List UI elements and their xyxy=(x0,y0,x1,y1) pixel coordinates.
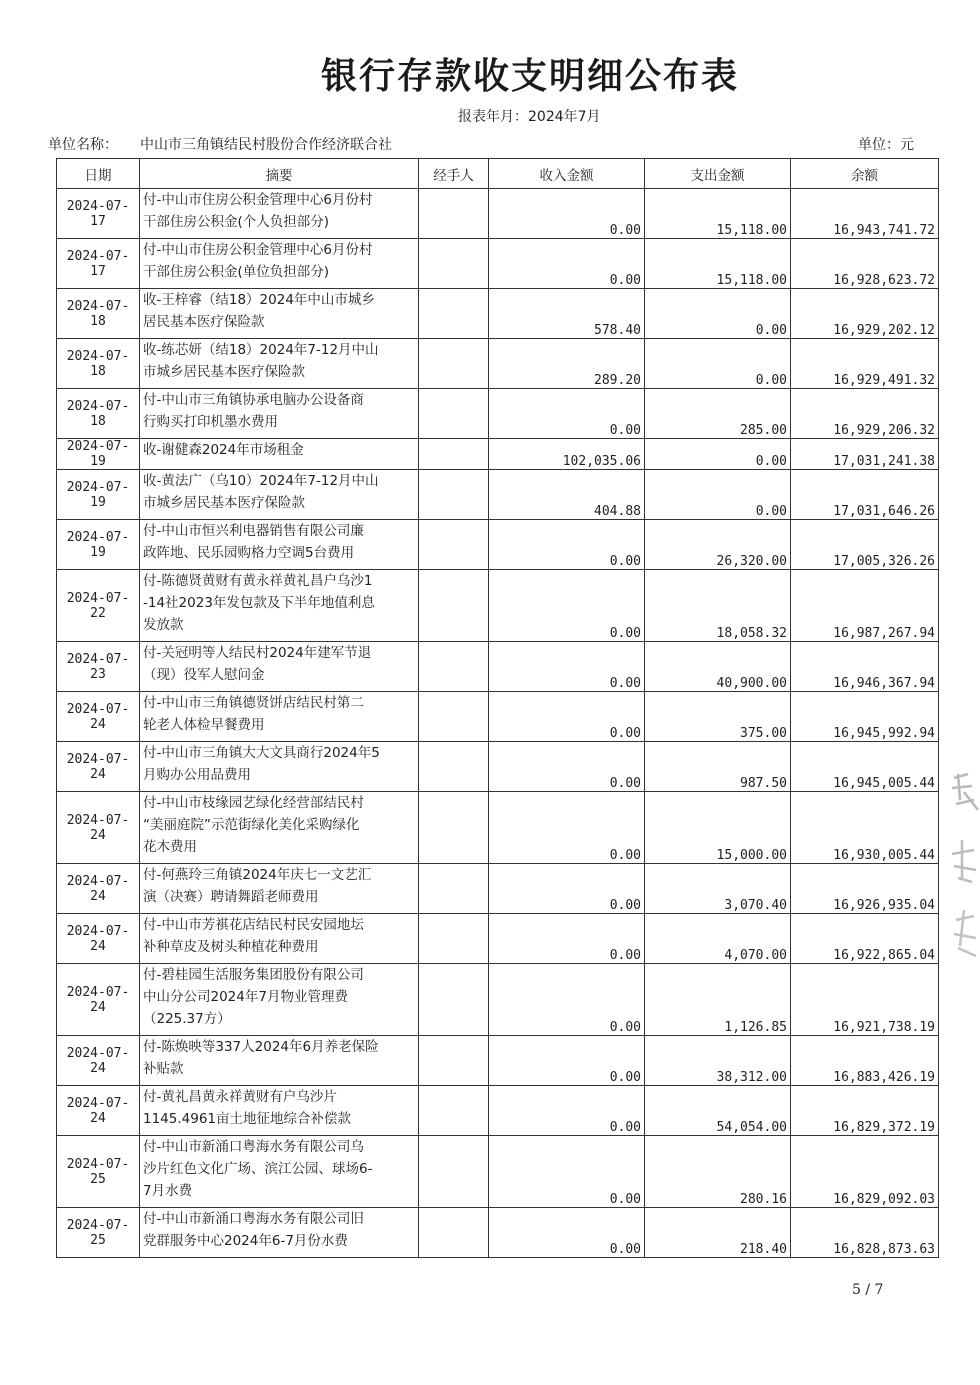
row-expense: 1,126.85 xyxy=(645,964,791,1036)
summary-line: 付-黄礼昌黄永祥黄财有户乌沙片 xyxy=(143,1089,337,1105)
row-date: 2024-07-25 xyxy=(57,1208,140,1258)
row-expense: 38,312.00 xyxy=(645,1036,791,1086)
row-summary xyxy=(140,1036,419,1086)
row-balance: 16,929,491.32 xyxy=(791,339,939,389)
row-income: 102,035.06 xyxy=(489,439,645,470)
row-income: 0.00 xyxy=(489,239,645,289)
row-date: 2024-07-17 xyxy=(57,239,140,289)
row-summary xyxy=(140,642,419,692)
row-handler xyxy=(419,964,489,1036)
row-summary xyxy=(140,570,419,642)
row-balance: 16,929,206.32 xyxy=(791,389,939,439)
row-balance: 16,943,741.72 xyxy=(791,189,939,239)
row-expense: 0.00 xyxy=(645,289,791,339)
row-summary xyxy=(140,1136,419,1208)
column-header-handler: 经手人 xyxy=(419,159,489,189)
table-row xyxy=(57,914,939,964)
summary-line: 发放款 xyxy=(143,617,184,633)
row-handler xyxy=(419,389,489,439)
row-summary xyxy=(140,1208,419,1258)
summary-line: （现）役军人慰问金 xyxy=(143,667,265,683)
row-summary xyxy=(140,470,419,520)
row-expense: 54,054.00 xyxy=(645,1086,791,1136)
summary-line: -14社2023年发包款及下半年地值利息 xyxy=(143,595,375,611)
row-date: 2024-07-23 xyxy=(57,642,140,692)
table-row xyxy=(57,1086,939,1136)
row-balance: 16,987,267.94 xyxy=(791,570,939,642)
row-income: 0.00 xyxy=(489,914,645,964)
row-income: 404.88 xyxy=(489,470,645,520)
table-header-row xyxy=(57,159,939,189)
row-handler xyxy=(419,642,489,692)
row-income: 0.00 xyxy=(489,792,645,864)
row-balance: 16,926,935.04 xyxy=(791,864,939,914)
row-date: 2024-07-24 xyxy=(57,864,140,914)
row-handler xyxy=(419,864,489,914)
table-row xyxy=(57,520,939,570)
row-handler xyxy=(419,289,489,339)
row-income: 0.00 xyxy=(489,864,645,914)
unit-name-label: 单位名称： xyxy=(48,137,118,153)
row-handler xyxy=(419,189,489,239)
row-expense: 40,900.00 xyxy=(645,642,791,692)
row-date: 2024-07-24 xyxy=(57,1036,140,1086)
table-row xyxy=(57,964,939,1036)
summary-line: 党群服务中心2024年6-7月份水费 xyxy=(143,1233,348,1249)
row-handler xyxy=(419,570,489,642)
row-balance: 16,883,426.19 xyxy=(791,1036,939,1086)
row-balance: 16,930,005.44 xyxy=(791,792,939,864)
table-row xyxy=(57,864,939,914)
row-expense: 15,118.00 xyxy=(645,189,791,239)
row-income: 0.00 xyxy=(489,642,645,692)
row-handler xyxy=(419,914,489,964)
table-row xyxy=(57,189,939,239)
row-balance: 16,945,992.94 xyxy=(791,692,939,742)
row-income: 578.40 xyxy=(489,289,645,339)
row-balance: 16,945,005.44 xyxy=(791,742,939,792)
row-summary xyxy=(140,289,419,339)
summary-line: 收-黄法广（乌10）2024年7-12月中山 xyxy=(143,473,379,489)
summary-line: 付-何燕玲三角镇2024年庆七一文艺汇 xyxy=(143,867,372,883)
summary-line: 7月水费 xyxy=(143,1183,193,1199)
row-date: 2024-07-24 xyxy=(57,964,140,1036)
table-row xyxy=(57,1036,939,1086)
row-handler xyxy=(419,439,489,470)
row-expense: 4,070.00 xyxy=(645,914,791,964)
row-date: 2024-07-24 xyxy=(57,742,140,792)
summary-line: 干部住房公积金(单位负担部分) xyxy=(143,264,330,280)
row-income: 0.00 xyxy=(489,189,645,239)
row-balance: 16,928,623.72 xyxy=(791,239,939,289)
row-date: 2024-07-24 xyxy=(57,1086,140,1136)
row-expense: 26,320.00 xyxy=(645,520,791,570)
summary-line: 付-中山市芳褀花店结民村民安园地坛 xyxy=(143,917,364,933)
row-income: 0.00 xyxy=(489,1136,645,1208)
row-summary xyxy=(140,692,419,742)
row-expense: 285.00 xyxy=(645,389,791,439)
row-date: 2024-07-18 xyxy=(57,389,140,439)
row-expense: 375.00 xyxy=(645,692,791,742)
row-expense: 15,118.00 xyxy=(645,239,791,289)
row-date: 2024-07-19 xyxy=(57,520,140,570)
row-date: 2024-07-24 xyxy=(57,914,140,964)
table-row xyxy=(57,692,939,742)
summary-line: 收-王梓睿（结18）2024年中山市城乡 xyxy=(143,292,375,308)
row-date: 2024-07-25 xyxy=(57,1136,140,1208)
summary-line: 收-谢健森2024年市场租金 xyxy=(143,442,304,458)
row-summary xyxy=(140,189,419,239)
unit-name-line xyxy=(48,134,392,154)
table-row xyxy=(57,1136,939,1208)
summary-line: 市城乡居民基本医疗保险款 xyxy=(143,495,305,511)
row-balance: 17,031,646.26 xyxy=(791,470,939,520)
summary-line: 居民基本医疗保险款 xyxy=(143,314,265,330)
column-header-income: 收入金额 xyxy=(489,159,645,189)
row-summary xyxy=(140,792,419,864)
row-expense: 3,070.40 xyxy=(645,864,791,914)
row-summary xyxy=(140,914,419,964)
summary-line: 1145.4961亩土地征地综合补偿款 xyxy=(143,1111,352,1127)
row-balance: 16,829,372.19 xyxy=(791,1086,939,1136)
report-period: 报表年月：2024年7月 xyxy=(458,109,601,125)
row-handler xyxy=(419,792,489,864)
table-row xyxy=(57,792,939,864)
unit-name: 中山市三角镇结民村股份合作经济联合社 xyxy=(140,137,392,153)
seal-stamp-fragment xyxy=(948,770,980,970)
row-balance: 16,829,092.03 xyxy=(791,1136,939,1208)
table-row xyxy=(57,439,939,470)
row-summary xyxy=(140,389,419,439)
row-income: 0.00 xyxy=(489,742,645,792)
summary-line: 收-练芯妍（结18）2024年7-12月中山 xyxy=(143,342,379,358)
row-income: 0.00 xyxy=(489,389,645,439)
row-date: 2024-07-19 xyxy=(57,470,140,520)
row-summary xyxy=(140,1086,419,1136)
summary-line: 付-中山市枝缘园艺绿化经营部结民村 xyxy=(143,795,364,811)
row-expense: 18,058.32 xyxy=(645,570,791,642)
table-row xyxy=(57,470,939,520)
summary-line: 付-陈德贤黄财有黄永祥黄礼昌户乌沙1 xyxy=(143,573,373,589)
column-header-expense: 支出金额 xyxy=(645,159,791,189)
summary-line: 演（决赛）聘请舞蹈老师费用 xyxy=(143,889,319,905)
row-expense: 0.00 xyxy=(645,439,791,470)
row-income: 0.00 xyxy=(489,1208,645,1258)
row-balance: 17,005,326.26 xyxy=(791,520,939,570)
row-summary xyxy=(140,520,419,570)
summary-line: 付-中山市住房公积金管理中心6月份村 xyxy=(143,192,373,208)
summary-line: 付-中山市三角镇德贤饼店结民村第二 xyxy=(143,695,364,711)
row-handler xyxy=(419,1036,489,1086)
summary-line: 付-关冠明等人结民村2024年建军节退 xyxy=(143,645,372,661)
row-handler xyxy=(419,692,489,742)
row-income: 0.00 xyxy=(489,1036,645,1086)
row-expense: 280.16 xyxy=(645,1136,791,1208)
table-row xyxy=(57,289,939,339)
row-balance: 16,828,873.63 xyxy=(791,1208,939,1258)
summary-line: 花木费用 xyxy=(143,839,197,855)
row-handler xyxy=(419,1136,489,1208)
table-row xyxy=(57,239,939,289)
table-row xyxy=(57,1208,939,1258)
currency-unit: 单位：元 xyxy=(858,137,914,153)
row-handler xyxy=(419,470,489,520)
table-row xyxy=(57,742,939,792)
summary-line: 沙片红色文化广场、滨江公园、球场6- xyxy=(143,1161,373,1177)
row-date: 2024-07-19 xyxy=(57,439,140,470)
row-summary xyxy=(140,964,419,1036)
summary-line: （225.37方） xyxy=(143,1011,231,1027)
row-income: 0.00 xyxy=(489,964,645,1036)
row-date: 2024-07-18 xyxy=(57,289,140,339)
row-summary xyxy=(140,742,419,792)
row-handler xyxy=(419,339,489,389)
row-summary xyxy=(140,864,419,914)
summary-line: 付-中山市住房公积金管理中心6月份村 xyxy=(143,242,373,258)
page-number: 5 / 7 xyxy=(852,1282,884,1298)
column-header-summary: 摘要 xyxy=(140,159,419,189)
summary-line: 市城乡居民基本医疗保险款 xyxy=(143,364,305,380)
row-income: 0.00 xyxy=(489,570,645,642)
row-income: 0.00 xyxy=(489,1086,645,1136)
table-row xyxy=(57,570,939,642)
summary-line: 付-中山市三角镇大大文具商行2024年5 xyxy=(143,745,380,761)
row-date: 2024-07-17 xyxy=(57,189,140,239)
row-expense: 218.40 xyxy=(645,1208,791,1258)
column-header-balance: 余额 xyxy=(791,159,939,189)
row-expense: 0.00 xyxy=(645,470,791,520)
row-balance: 17,031,241.38 xyxy=(791,439,939,470)
table-row xyxy=(57,339,939,389)
row-expense: 0.00 xyxy=(645,339,791,389)
row-summary xyxy=(140,439,419,470)
summary-line: 付-碧桂园生活服务集团股份有限公司 xyxy=(143,967,364,983)
ledger-table xyxy=(56,158,939,1258)
summary-line: 政阵地、民乐园购格力空调5台费用 xyxy=(143,545,355,561)
row-balance: 16,922,865.04 xyxy=(791,914,939,964)
row-income: 0.00 xyxy=(489,520,645,570)
row-balance: 16,929,202.12 xyxy=(791,289,939,339)
row-date: 2024-07-18 xyxy=(57,339,140,389)
row-handler xyxy=(419,520,489,570)
row-balance: 16,946,367.94 xyxy=(791,642,939,692)
row-handler xyxy=(419,239,489,289)
summary-line: 付-中山市新涌口粤海水务有限公司旧 xyxy=(143,1211,364,1227)
summary-line: 干部住房公积金(个人负担部分) xyxy=(143,214,330,230)
table-row xyxy=(57,389,939,439)
row-balance: 16,921,738.19 xyxy=(791,964,939,1036)
row-income: 0.00 xyxy=(489,692,645,742)
summary-line: 行购买打印机墨水费用 xyxy=(143,414,278,430)
summary-line: 付-中山市恒兴利电器销售有限公司廉 xyxy=(143,523,364,539)
row-date: 2024-07-24 xyxy=(57,792,140,864)
summary-line: “美丽庭院”示范街绿化美化采购绿化 xyxy=(143,817,360,833)
ledger-body xyxy=(57,189,939,1258)
summary-line: 补贴款 xyxy=(143,1061,184,1077)
summary-line: 付-中山市新涌口粤海水务有限公司乌 xyxy=(143,1139,364,1155)
row-handler xyxy=(419,742,489,792)
summary-line: 中山分公司2024年7月物业管理费 xyxy=(143,989,348,1005)
column-header-date: 日期 xyxy=(57,159,140,189)
summary-line: 付-陈焕映等337人2024年6月养老保险 xyxy=(143,1039,379,1055)
row-summary xyxy=(140,239,419,289)
row-handler xyxy=(419,1208,489,1258)
row-summary xyxy=(140,339,419,389)
summary-line: 月购办公用品费用 xyxy=(143,767,251,783)
table-row xyxy=(57,642,939,692)
row-date: 2024-07-22 xyxy=(57,570,140,642)
row-expense: 987.50 xyxy=(645,742,791,792)
summary-line: 补种草皮及树头种植花种费用 xyxy=(143,939,319,955)
row-handler xyxy=(419,1086,489,1136)
summary-line: 付-中山市三角镇协承电脑办公设备商 xyxy=(143,392,364,408)
summary-line: 轮老人体检早餐费用 xyxy=(143,717,265,733)
row-date: 2024-07-24 xyxy=(57,692,140,742)
row-income: 289.20 xyxy=(489,339,645,389)
document-title: 银行存款收支明细公布表 xyxy=(320,56,739,97)
row-expense: 15,000.00 xyxy=(645,792,791,864)
